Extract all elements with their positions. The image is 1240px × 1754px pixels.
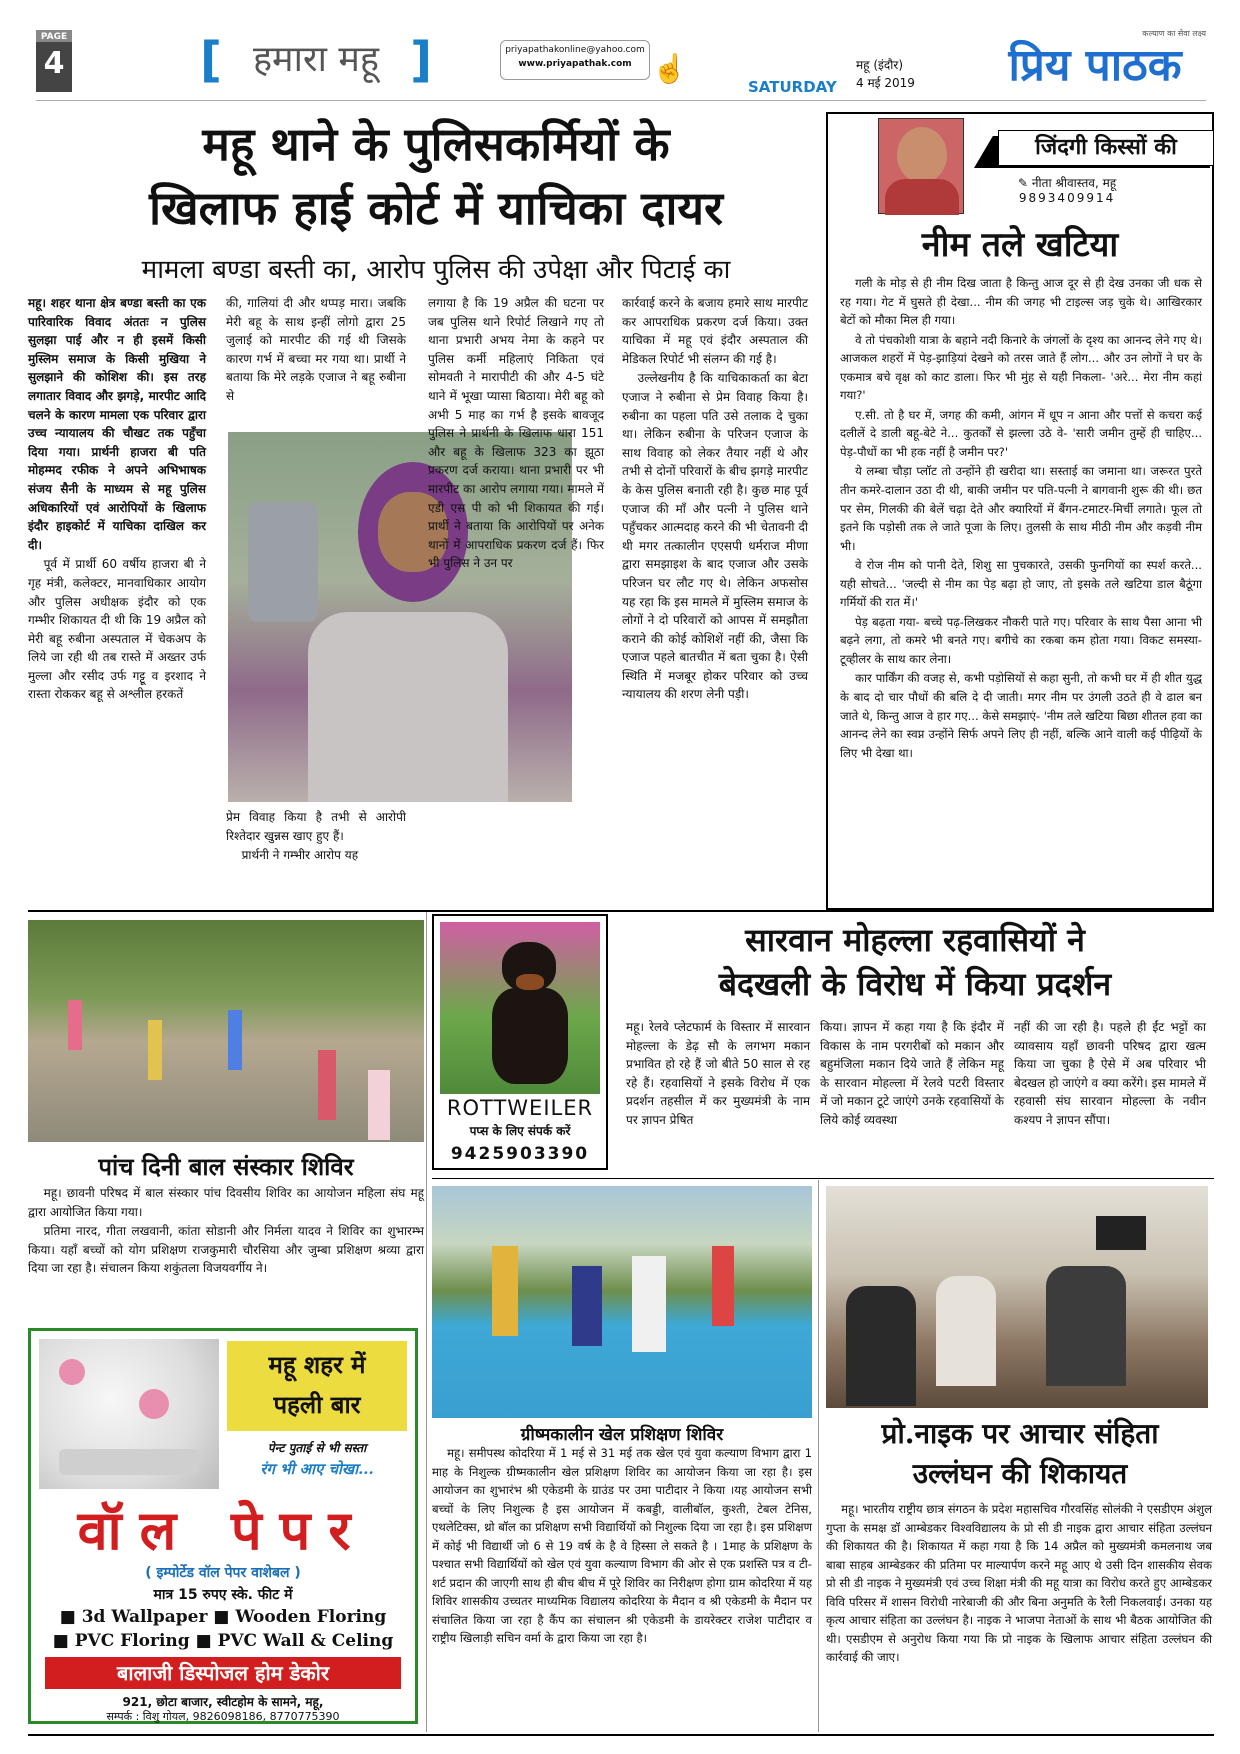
story3-headline-line1: सारवान मोहल्ला रहवासियों ने [745,921,1085,959]
pen-icon: ✎ [1018,176,1032,190]
story1-col4-p2: उल्लेखनीय है कि याचिकाकर्ता का बेटा एजाज ने रुबीना से प्रेम विवाह किया है। रुबीना का पहला पति उसे तलाक दे चुका था। लेकिन रुबीना के परिजन एजाज के साथ विवाह को लेकर तैयार नहीं थे और तभी से दोनों परिवारों के बीच झगड़े मारपीट के केस पुलिस बनाती रही है। कुछ माह पूर्व एजाज की माँ और पत्नी ने पुलिस थाने पहुँचकर आत्मदाह करने की भी चेतावनी दी थी मगर तत्कालीन एएसपी धर्मराज मीणा द्वारा समझाइश के बाद एजाज और उसके परिजन घर लौट गए थे। लेकिन अफसोस यह रहा कि इस मामले में मुस्लिम समाज के लोगों ने दो परिवारों को आपस में समझौता कराने की कोई कोशिशें नहीं की, जैसा कि एजाज पहले बातचीत में बता चुका है। ऐसी स्थिति में मजबूर होकर परिवार को उच्च न्यायालय की शरण लेनी पड़ी। [622,371,808,702]
page-number: 4 [43,46,65,81]
dog-photo [440,922,600,1094]
story2-body [28,1184,424,1279]
story1-col2-top [226,294,406,407]
story5-text: महू। भारतीय राष्ट्रीय छात्र संगठन के प्रदेश महासचिव गौरवसिंह सोलंकी ने एसडीएम अंशुल गुप्ता के समक्ष डॉ आम्बेडकर विश्वविद्यालय के प्रो सी डी नाइक द्वारा आचार संहिता उल्लंघन की शिकायत की है। शिकायत में कहा गया है कि 14 अप्रैल को मुख्यमंत्री कमलनाथ जब बाबा साहब आम्बेडकर की प्रतिमा पर माल्यार्पण करने महू आए थे उसी दिन शासकीय सेवक प्रो सी डी नाइक ने मुख्यमंत्री एवं उच्च शिक्षा मंत्री की महू यात्रा का विरोध करते हुए आम्बेडकर विवि परिसर में शासन विरोधी नारेबाजी की और बिना अनुमति के रैली निकलवाई। उनका यह कृत्य आचार संहिता का उल्लंघन है। नाइक ने भाजपा नेताओं के साथ भी बैठक आयोजित की थी। एसडीएम से अनुरोध किया गया कि प्रो नाइक के खिलाफ आचार संहिता उल्लंघन की कार्रवाई की जाए। [826,1502,1212,1665]
wallpaper-line2: रंग भी आए चोखा... [260,1460,374,1478]
wallpaper-photo [39,1339,219,1489]
page-label: PAGE [36,30,72,42]
story2-p2: प्रतिमा नारद, गीता लखवानी, कांता सोडानी और निर्मला यादव ने शिविर का शुभारम्भ किया। यहाँ बच्चों को योग प्रशिक्षण राजकुमारी चौरसिया और जुम्बा प्रशिक्षण श्रव्या द्वारा दिया जा रहा है। संचालन किया शकुंतला विजयवर्गीय ने। [28,1224,424,1276]
story1-headline-line1: महू थाने के पुलिसकर्मियों के [202,117,670,171]
wallpaper-title: वॉल पेपर [77,1498,369,1562]
story5-headline [826,1414,1214,1494]
story1-lead: महू। शहर थाना क्षेत्र बण्डा बस्ती का एक पारिवारिक विवाद अंततः न पुलिस सुलझा पाई और न ही इसमें किसी मुस्लिम समाज के किसी मुखिया ने सुलझाने की कोशिश की। इस तरह लगातार विवाद और झगड़े, मारपीट आदि चलने के कारण मामला एक परिवार द्वारा उच्च न्यायालय की चौखट तक पहुँचा दिया गया। प्रार्थनी हाजरा बी पति मोहम्मद रफीक ने अपने अभिभाषक संजय सैनी के माध्यम से महू पुलिस अधिकारियों एवं आरोपियों के खिलाफ इंदौर हाइकोर्ट में याचिका दाखिल कर दी। [28,296,206,552]
story3-col3 [1014,1018,1206,1131]
story1-headline [36,112,836,240]
column-phone: 9893409914 [1018,191,1116,205]
story1-col1 [28,294,206,705]
dog-ad [432,914,608,1170]
website-link[interactable]: www.priyapathak.com [518,59,632,69]
wallpaper-ad [28,1328,418,1724]
story1-col2-bottom-text2: प्रार्थनी ने गम्भीर आरोप यह [241,848,359,863]
story3-col2 [820,1018,1004,1131]
column-p3: ए.सी. तो है घर में, जगह की कमी, आंगन में धूप न आना और पत्तों से कचरा कई दलीलें दे डाली बहू-बेटे ने... कुतर्कों से झल्ला उठे वे- 'सारी जमीन तुम्हें ही चाहिए... पेड़-पौधों का भी हक नहीं है जमीन पर?' [840,407,1202,459]
wallpaper-tag2: पहली बार [273,1390,361,1419]
section-title [200,30,432,90]
divider-v1 [426,912,427,1732]
story4-text: महू। समीपस्थ कोदरिया में 1 मई से 31 मई तक खेल एवं युवा कल्याण विभाग द्वारा 1 माह के निशुल्क ग्रीष्मकालीन खेल प्रशिक्षण शिविर का आयोजन किया जा रहा है। इस आयोजन का शुभारंभ श्री एकेडमी के ग्राउंड पर उमा पाटीदार ने किया ।यह आयोजन सभी बच्चों के लिए निशुल्क है इस आयोजन में कबड्डी, वालीबॉल, कुश्ती, टेबल टेनिस, एथलेटिक्स, थ्रो बॉल का प्रशिक्षण सभी विद्यार्थियों को निशुल्क दिया जा रहा है। इस प्रशिक्षण में कोई भी विद्यार्थी जो 6 से 19 वर्ष के है वे हिस्सा ले सकते है । 1माह के प्रशिक्षण के पश्चात सभी विद्यार्थियों को खेल एवं युवा कल्याण विभाग की ओर से एक प्रशस्ति पत्र व टी-शर्ट प्रदान की जाएगी साथ ही बीच बीच में पूरे शिविर का निरीक्षण होगा ग्राम कोदरिया में यह शिविर शासकीय उच्चतर माध्यमिक विद्यालय कोदरिया के मैदान व श्री एकेडमी के मैदान पर संचालित किया जा रहा है कैंप का संचालन श्री एकेडमी के डायरेक्टर राजेश पाटीदार व राष्ट्रीय खिलाड़ी सचिन वर्मा के द्वारा किया जा रहा है। [432,1446,812,1646]
wallpaper-shop: बालाजी डिस्पोजल होम डेकोर [45,1657,401,1689]
story1-col2-bottom-text: प्रेम विवाह किया है तभी से आरोपी रिश्तेदार खुन्नस खाए हुए हैं। [226,810,406,843]
header-rule [36,100,1206,101]
mid-rule-2 [432,1178,1214,1179]
bracket-left: [ [200,32,222,88]
day-label: SATURDAY [748,78,837,96]
city: महू (इंदौर) [856,58,904,72]
bracket-right: ] [410,32,432,88]
column-title: नीम तले खटिया [921,225,1119,265]
column-p1: गली के मोड़ से ही नीम दिख जाता है किन्तु आज दूर से ही देख उनका जी धक से रह गया। गेट में घुसते ही देखा... नीम की जगह भी टाइल्स जड़ चुके थे। आखिरकार बेटों को मौका मिल ही गया। [840,276,1202,328]
column-series: जिंदगी किस्सों की [998,130,1214,166]
wallpaper-contact: सम्पर्क : विशु गोयल, 9826098186, 8770775390 [106,1710,340,1723]
sports-photo [432,1186,812,1418]
office-photo [826,1186,1208,1408]
column-author [1018,174,1116,205]
column-body [840,274,1202,763]
wallpaper-feat2: ■ PVC Floring ■ PVC Wall & Celing [52,1631,394,1651]
column-p7: कार पार्किंग की वजह से, कभी पड़ोसियों से कहा सुनी, तो कभी घर में ही शीत युद्ध के बाद दो चार पौधों की बलि दे दी जाती। मगर नीम पर उंगली उठते ही वे ढाल बन जाते थे, किन्तु आज वे हार गए... केसे समझाएं- 'नीम तले खटिया बिछा शीतल हवा का आनन्द लेने का स्वप्न उन्होंने सिर्फ अपने लिए ही नहीं, बल्कि आने वाली कई पीढ़ियों के लिए भी देखा था। [840,671,1202,760]
dog-text: पप्स के लिए संपर्क करें [469,1124,571,1138]
page-number-box [36,30,72,92]
hand-cursor-icon: ☝ [652,52,687,85]
column-p4: ये लम्बा चौड़ा प्लॉट तो उन्होंने ही खरीदा था। सस्ताई का जमाना था। जरूरत पुरते तीन कमरे-दालान उठा दी थी, बाकी जमीन पर पति-पत्नी ने बागवानी शुरू की थी। छत पर सेम, गिलकी की बेलें चढ़ा देते और क्यारियों में बैंगन-टमाटर-मिर्ची लगाते। फूल तो इतने कि पड़ोसी तक ले जाते पूजा के लिए। तुलसी के साथ मीठी नीम और कड़वी नीम भी। [840,464,1202,553]
story1-col2-text: की, गालियां दी और थप्पड़ मारा। जबकि मेरी बहू के साथ इन्हीं लोगो द्वारा 25 जुलाई को मारपीट की गई थी जिसके कारण गर्भ में बच्चा मर गया था। प्रार्थी ने बताया कि मेरे लड़के एजाज ने बहू रुबीना से [226,296,406,403]
dog-phone: 9425903390 [450,1144,590,1164]
wallpaper-tag [227,1341,407,1431]
masthead [984,28,1206,98]
divider-v2 [818,1180,819,1732]
wallpaper-feat1: ■ 3d Wallpaper ■ Wooden Floring [59,1607,387,1627]
date: 4 मई 2019 [856,76,915,90]
story4-body [432,1444,812,1649]
story1-subhead: मामला बण्डा बस्ती का, आरोप पुलिस की उपेक्षा और पिटाई का [141,255,731,285]
story2-caption: पांच दिनी बाल संस्कार शिविर [98,1152,354,1181]
masthead-title: प्रिय पाठक [1008,40,1182,91]
column-p6: पेड़ बढ़ता गया- बच्चे पढ़-लिखकर नौकरी पाते गए। परिवार के साथ पैसा आना भी बढ़ने लगा, तो कमरे भी बनते गए। बगीचे का रकबा कम होता गया। विकट समस्या-टूव्हीलर के साथ कार लेना। [840,614,1202,666]
dog-breed: ROTTWEILER [446,1096,594,1120]
story2-p1: महू। छावनी परिषद में बाल संस्कार पांच दिवसीय शिविर का आयोजन महिला संघ महू द्वारा आयोजित किया गया। [28,1186,424,1219]
column-box [826,112,1214,910]
story3-col1 [626,1018,810,1131]
footer-rule [28,1734,1214,1736]
story5-body [826,1500,1212,1668]
story3-col1-text: महू। रेलवे प्लेटफार्म के विस्तार में सारवान मोहल्ला के डेढ़ सौ के लगभग मकान प्रभावित हो रहे हैं जो बीते 50 साल से रह रहे हैं। रहवासियों ने इसके विरोध में एक प्रदर्शन तहसील में कर मुख्यमंत्री के नाम पर ज्ञापन प्रेषित [626,1020,810,1127]
column-author-name: नीता श्रीवास्तव, महू [1031,176,1117,190]
section-label: हमारा महू [252,39,380,80]
wallpaper-sub1: ( इम्पोर्टेड वॉल पेपर वाशेबल ) [145,1565,301,1581]
wallpaper-line1: पेन्ट पुताई से भी सस्ता [267,1441,367,1455]
story5-headline-line2: उल्लंघन की शिकायत [912,1457,1128,1490]
story3-col3-text: नहीं की जा रही है। पहले ही ईंट भट्टों का व्यावसाय यहाँ छावनी परिषद द्वारा खत्म किया जा चुका है ऐसे में अब परिवार भी बेदखल हो जाएंगे व क्या करेंगे। इस मामले में रहवासी संघ सारवान मोहल्ला के नवीन कश्यप ने ज्ञापन सौंपा। [1014,1020,1206,1127]
column-p2: वे तो पंचकोशी यात्रा के बहाने नदी किनारे के जंगलों के दृश्य का आनन्द लेने गए थे। आजकल शहरों में पेड़-झाड़ियां देखने को तरस जाते हैं लोग... और उन लोगों ने घर के एकमात्र बचे वृक्ष को काट डाला। फिर भी मुंह से यही निकला- 'अरे... मेरा नीम कहां गया?' [840,332,1202,403]
wallpaper-tag1: महू शहर में [268,1350,366,1379]
story1-col3 [428,294,604,571]
wallpaper-address: 921, छोटा बाजार, स्वीटहोम के सामने, महू, [122,1695,324,1709]
contact-box [500,40,650,80]
author-photo [878,118,964,214]
wallpaper-sub2: मात्र 15 रुपए स्के. फीट में [153,1587,293,1603]
story5-headline-line1: प्रो.नाइक पर आचार संहिता [881,1417,1159,1450]
story3-col2-text: किया। ज्ञापन में कहा गया है कि इंदौर में विकास के नाम परगरीबों को मकान और बहुमंजिला मकान दिये जाते हैं लेकिन महू के सारवान मोहल्ला में रेलवे पटरी विस्तार में जो मकान टूटे जाएंगे उनके रहवासियों के लिये कोई व्यवस्था [820,1020,1004,1127]
story3-headline [616,918,1214,1006]
email-link[interactable]: priyapathakonline@yahoo.com [505,45,645,55]
mid-rule-1 [28,910,1214,912]
story1-col4 [622,294,808,705]
column-p5: वे रोज नीम को पानी देते, शिशु सा पुचकारते, उसकी फुनगियों का स्पर्श करते... यही सोचते... 'जल्दी से नीम का पेड़ बढ़ा हो जाए, तो इसके तले खटिया डाल बैठूंगा गर्मियों की रात में।' [840,558,1202,610]
story1-headline-line2: खिलाफ हाई कोर्ट में याचिका दायर [149,181,723,235]
story1-col4-text: कार्रवाई करने के बजाय हमारे साथ मारपीट कर आपराधिक प्रकरण दर्ज किया। उक्त याचिका में महू एवं इंदौर अस्पताल की मेडिकल रिपोर्ट भी संलग्न की गई है। [622,296,808,366]
story3-headline-line2: बेदखली के विरोध में किया प्रदर्शन [718,965,1112,1003]
story1-col1-p2: पूर्व में प्रार्थी 60 वर्षीय हाजरा बी ने गृह मंत्री, कलेक्टर, मानवाधिकार आयोग और पुलिस अधीक्षक इंदौर को एक गम्भीर शिकायत दी थी कि 19 अप्रैल को मेरी बहू रुबीना अस्पताल में चेकअप के लिये जा रही थी तब रास्ते में अख्तर उर्फ मुल्ला और रसीद उर्फ गट्टू व इरशाद ने रास्ता रोककर बहू से अश्लील हरकतें [28,557,206,702]
masthead-tagline: कल्याण का सेवा लक्ष्य [1142,29,1206,38]
story1-col3-text: लगाया है कि 19 अप्रैल की घटना पर जब पुलिस थाने रिपोर्ट लिखाने गए तो थाना प्रभारी अभय नेमा के कहने पर पुलिस कर्मी महिलाएं निकिता एवं सोमवती ने मारापीटी की और 4-5 घंटे थाने में भूखा प्यासा बिठाया। मेरी बहू को अभी 5 माह का गर्भ है इसके बावजूद पुलिस ने प्रार्थनी के खिलाफ धारा 151 और बहू के खिलाफ 323 का झूठा प्रकरण दर्ज कराया। थाना प्रभारी पर भी मारपीट का आरोप लगाया गया। मामले में एडी एस पी को भी शिकायत की गई। प्रार्थी ने बताया कि आरोपियों पर अनेक थानों में आपराधिक प्रकरण दर्ज हैं। फिर भी पुलिस ने उन पर [428,296,604,571]
story1-col2-bottom [226,808,406,866]
yoga-photo [28,920,424,1142]
dateline [856,56,915,92]
story4-caption: ग्रीष्मकालीन खेल प्रशिक्षण शिविर [520,1425,724,1445]
